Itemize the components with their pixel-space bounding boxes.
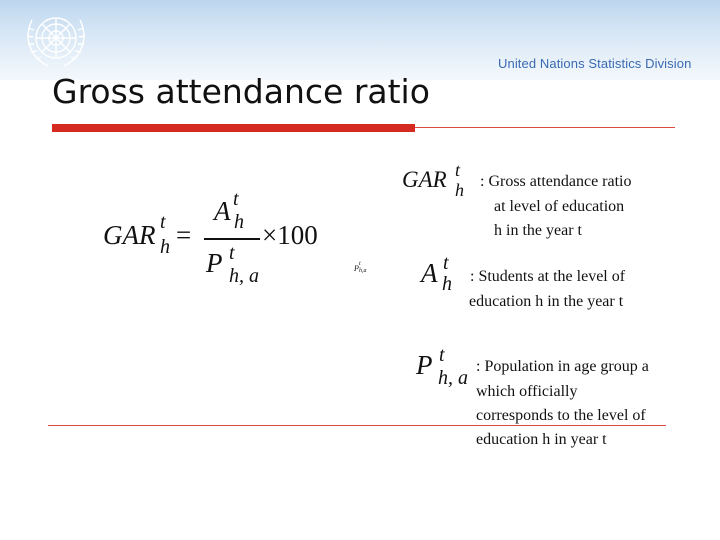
- def-gar-line-1: : Gross attendance ratio: [480, 173, 632, 190]
- def-population-sub: h, a: [438, 367, 468, 389]
- formula-numerator-sup: t: [233, 188, 239, 210]
- def-population-symbol: P: [416, 350, 433, 380]
- def-gar-symbol: GAR: [402, 167, 447, 192]
- def-students-sub: h: [442, 273, 452, 295]
- def-population-line-2: which officially: [476, 383, 578, 400]
- def-students-line-2: education h in the year t: [469, 293, 624, 310]
- title-accent-line: [415, 127, 675, 128]
- formula-denominator: P: [206, 248, 223, 278]
- def-gar-sub: h: [455, 180, 464, 200]
- small-note-base: P: [354, 264, 359, 273]
- def-population-line-3: corresponds to the level of: [476, 407, 646, 424]
- un-emblem-icon: [18, 6, 94, 74]
- formula-lhs-sup: t: [160, 211, 166, 233]
- def-students-sup: t: [443, 252, 449, 274]
- title-accent-bar: [52, 124, 415, 132]
- def-population-sup: t: [439, 344, 445, 366]
- formula-numerator-sub: h: [234, 211, 244, 233]
- def-gar-sup: t: [455, 160, 461, 180]
- def-population-line-1: : Population in age group a: [476, 358, 649, 375]
- def-population-line-4: education h in year t: [476, 431, 607, 448]
- def-gar-line-2: at level of education: [494, 198, 625, 215]
- formula-denominator-sup: t: [229, 242, 235, 264]
- formula-equals: =: [176, 220, 192, 250]
- small-note-sub: h,a: [359, 268, 367, 274]
- division-name: United Nations Statistics Division: [498, 56, 692, 71]
- def-students-line-1: : Students at the level of: [470, 268, 626, 285]
- slide-title: Gross attendance ratio: [52, 72, 430, 111]
- formula-numerator: A: [214, 196, 231, 226]
- formula-lhs: GAR: [103, 220, 156, 250]
- small-note-sup: t: [359, 261, 361, 267]
- formula-denominator-sub: h, a: [229, 265, 259, 287]
- fraction-bar: [204, 238, 260, 240]
- def-students-symbol: A: [421, 258, 438, 288]
- def-gar-line-3: h in the year t: [494, 222, 582, 239]
- formula-times-100: ×100: [262, 220, 318, 250]
- formula-lhs-sub: h: [160, 236, 170, 258]
